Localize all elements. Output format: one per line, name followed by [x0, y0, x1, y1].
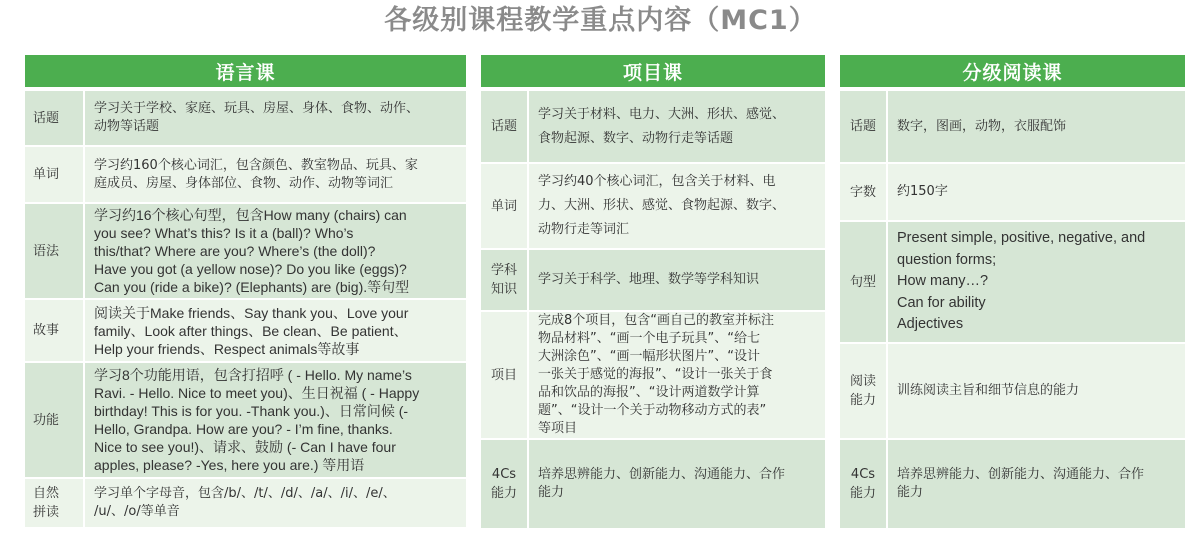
- row-label: 阅读 能力: [840, 344, 888, 438]
- graded-reading-header: 分级阅读课: [840, 55, 1185, 87]
- row-content: 培养思辨能力、创新能力、沟通能力、合作 能力: [897, 467, 1145, 500]
- row-label: 话题: [25, 91, 85, 145]
- row-content: 培养思辨能力、创新能力、沟通能力、合作 能力: [538, 467, 786, 500]
- row-content: 学习约160个核心词汇，包含颜色、教室物品、玩具、家 庭成员、房屋、身体部位、食物、动作、动物等词汇: [94, 157, 418, 191]
- graded-reading-panel: [840, 55, 1185, 530]
- row-content: 学习约16个核心句型，包含How many (chairs) can you see? What’s this? Is it a (ball)? Who’s this/that? Where are you? Where’s (the doll)? Have you got (a yellow nose)? Do you like (eggs)? Can you (ride a bike)? (Elephants) are (big).等句型: [94, 207, 410, 295]
- row-label: 话题: [481, 91, 529, 162]
- language-course-panel: [25, 55, 466, 529]
- table-row: [481, 91, 825, 164]
- row-label: 项目: [481, 312, 529, 438]
- row-content: 学习8个功能用语，包含打招呼 ( - Hello. My name’s Ravi. - Hello. Nice to meet you)、生日祝福 ( - Happy birthday! This is for you. -Thank you.)、日常问候 (- Hello, Grandpa. How are you? - I’m fine, thanks. Nice to see you!)、请求、鼓励 (- Can I have four apples, please? -Yes, here you are.) 等用语: [94, 367, 420, 473]
- page-title: 各级别课程教学重点内容（MC1）: [384, 5, 817, 36]
- row-content: 数字，图画，动物，衣服配饰: [897, 118, 1067, 134]
- row-label: 故事: [25, 300, 85, 361]
- row-content: 学习单个字母音，包含/b/、/t/、/d/、/a/、/i/、/e/、 /u/、/o/等单音: [94, 486, 396, 519]
- table-row: [840, 344, 1185, 440]
- table-row: [840, 164, 1185, 222]
- project-course-panel: [481, 55, 825, 530]
- table-row: [840, 440, 1185, 530]
- project-course-header: 项目课: [481, 55, 825, 87]
- table-row: [481, 164, 825, 250]
- table-row: [25, 363, 466, 479]
- row-content: 约150字: [897, 184, 948, 199]
- table-row: [25, 204, 466, 300]
- row-label: 字数: [840, 164, 888, 220]
- row-content: Present simple, positive, negative, and question forms; How many…? Can for ability Adjectives: [897, 230, 1146, 333]
- table-row: [25, 147, 466, 204]
- table-row: [25, 91, 466, 147]
- row-label: 单词: [481, 164, 529, 248]
- table-row: [481, 312, 825, 440]
- table-row: [840, 91, 1185, 164]
- row-label: 学科 知识: [481, 250, 529, 310]
- row-label: 语法: [25, 204, 85, 298]
- table-row: [840, 222, 1185, 344]
- row-content: 训练阅读主旨和细节信息的能力: [897, 383, 1080, 398]
- row-content: 学习关于学校、家庭、玩具、房屋、身体、食物、动作、 动物等话题: [94, 101, 420, 134]
- row-label: 话题: [840, 91, 888, 162]
- language-course-header: 语言课: [25, 55, 466, 87]
- table-row: [25, 479, 466, 529]
- row-label: 句型: [840, 222, 888, 342]
- table-row: [25, 300, 466, 363]
- row-label: 功能: [25, 363, 85, 477]
- row-label: 单词: [25, 147, 85, 202]
- row-label: 4Cs 能力: [840, 440, 888, 528]
- row-label: 自然 拼读: [25, 479, 85, 527]
- row-content: 完成8个项目，包含“画自己的教室并标注 物品材料”、“画一个电子玩具”、“给七 大洲涂色”、“画一幅形状图片”、“设计 一张关于感觉的海报”、“设计一张关于食 品和饮品的海报”、“设计两道数学计算 题”、“设计一个关于动物移动方式的表” 等项目: [538, 313, 775, 436]
- row-label: 4Cs 能力: [481, 440, 529, 528]
- table-row: [481, 440, 825, 530]
- row-content: 学习关于材料、电力、大洲、形状、感觉、 食物起源、数字、动物行走等话题: [538, 106, 786, 146]
- row-content: 学习约40个核心词汇，包含关于材料、电 力、大洲、形状、感觉、食物起源、数字、 动物行走等词汇: [538, 174, 786, 237]
- table-row: [481, 250, 825, 312]
- row-content: 学习关于科学、地理、数学等学科知识: [538, 272, 760, 287]
- row-content: 阅读关于Make friends、Say thank you、Love your family、Look after things、Be clean、Be patient、 Help your friends、Respect animals等故事: [94, 304, 409, 357]
